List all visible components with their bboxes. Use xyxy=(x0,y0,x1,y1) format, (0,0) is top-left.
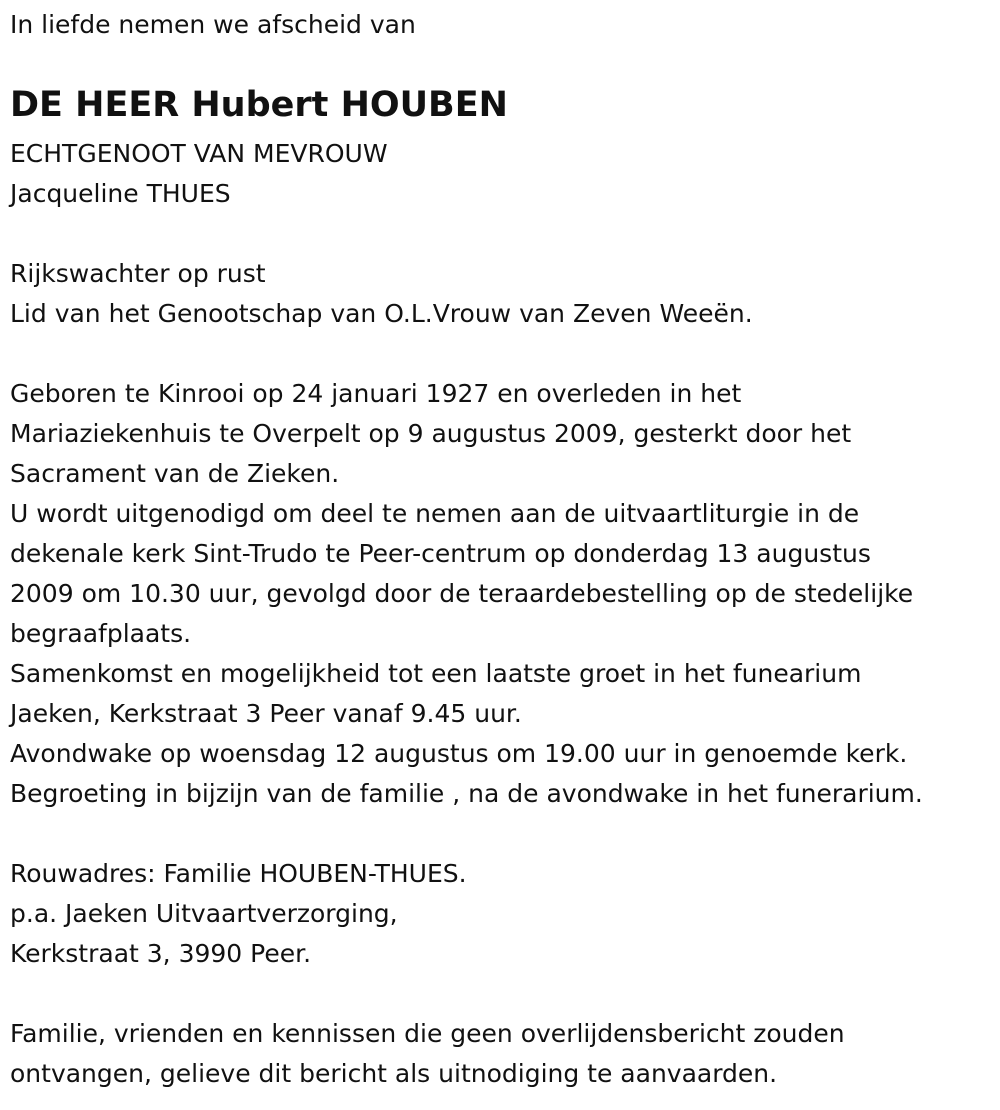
address-line: p.a. Jaeken Uitvaartverzorging, xyxy=(10,899,398,928)
body-line: Samenkomst en mogelijkheid tot een laatste groet in het funearium xyxy=(10,659,862,688)
body-line: dekenale kerk Sint-Trudo te Peer-centrum op donderdag 13 augustus xyxy=(10,539,871,568)
body-line: Avondwake op woensdag 12 augustus om 19.00 uur in genoemde kerk. xyxy=(10,739,908,768)
body-line: Mariaziekenhuis te Overpelt op 9 augustus 2009, gesterkt door het xyxy=(10,419,852,448)
address-line: Rouwadres: Familie HOUBEN-THUES. xyxy=(10,859,467,888)
closing-line: ontvangen, gelieve dit bericht als uitnodiging te aanvaarden. xyxy=(10,1059,778,1088)
intro-line: In liefde nemen we afscheid van xyxy=(10,10,416,39)
body-line: begraafplaats. xyxy=(10,619,192,648)
membership-line: Lid van het Genootschap van O.L.Vrouw van Zeven Weeën. xyxy=(10,299,753,328)
body-line: U wordt uitgenodigd om deel te nemen aan de uitvaartliturgie in de xyxy=(10,499,860,528)
body-line: Geboren te Kinrooi op 24 januari 1927 en overleden in het xyxy=(10,379,742,408)
body-line: Begroeting in bijzijn van de familie , na de avondwake in het funerarium. xyxy=(10,779,923,808)
body-line: 2009 om 10.30 uur, gevolgd door de teraardebestelling op de stedelijke xyxy=(10,579,914,608)
spouse-title: ECHTGENOOT VAN MEVROUW xyxy=(10,139,388,168)
body-line: Sacrament van de Zieken. xyxy=(10,459,340,488)
body-line: Jaeken, Kerkstraat 3 Peer vanaf 9.45 uur. xyxy=(10,699,522,728)
deceased-name: DE HEER Hubert HOUBEN xyxy=(10,85,508,125)
closing-line: Familie, vrienden en kennissen die geen overlijdensbericht zouden xyxy=(10,1019,845,1048)
spouse-name: Jacqueline THUES xyxy=(10,179,231,208)
occupation-line: Rijkswachter op rust xyxy=(10,259,266,288)
address-line: Kerkstraat 3, 3990 Peer. xyxy=(10,939,312,968)
